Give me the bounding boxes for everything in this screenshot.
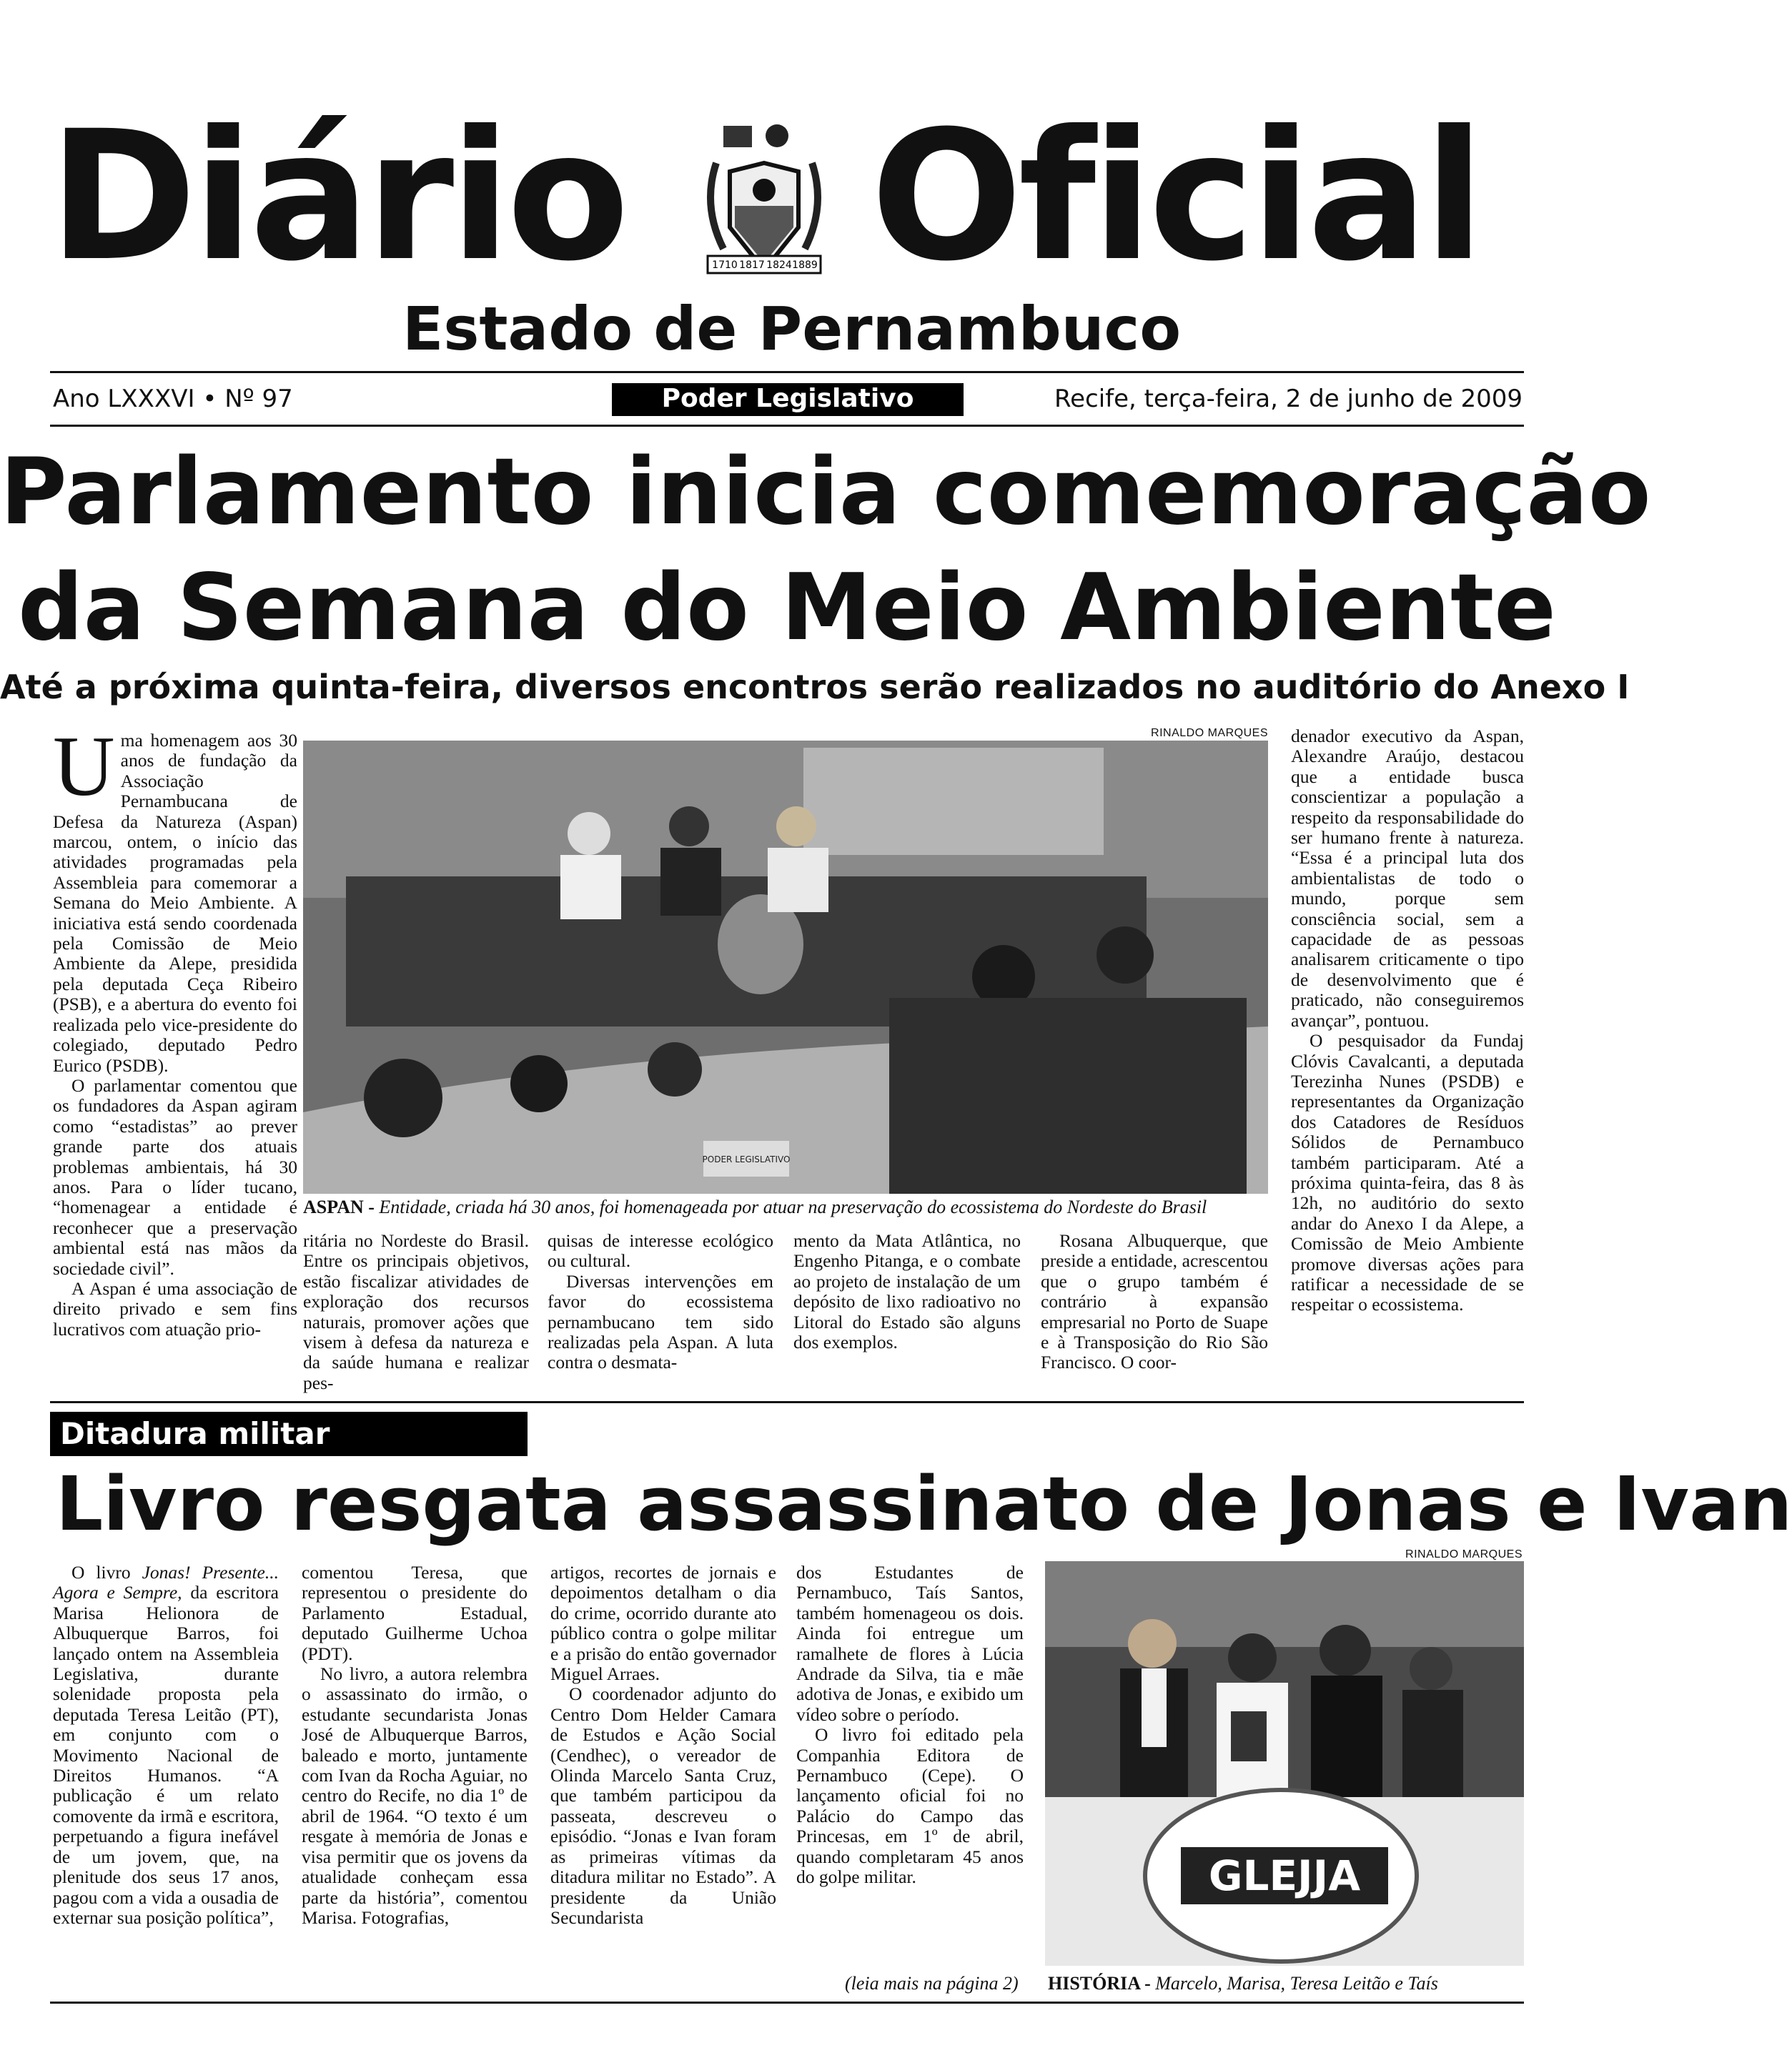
seal-year-3: 1824 — [766, 259, 792, 271]
dropcap: U — [53, 718, 115, 813]
story1-headline-line2: da Semana do Meio Ambiente — [18, 555, 1556, 661]
story2-col4-p1: dos Estudantes de Pernambuco, Taís Santos, também homenageou os dois. Ainda foi entregue um ramalhete de flores à Lúcia Andrade da Silva, tia e mãe adotiva de Jonas, e exibido um vídeo sobre o período. — [796, 1562, 1024, 1725]
story2-col2-p1: comentou Teresa, que representou o presidente do Parlamento Estadual, deputado Guilherme Uchoa (PDT). — [302, 1562, 528, 1664]
story2-column-1 — [53, 1563, 279, 1999]
story2-col2-p2: No livro, a autora relembra o assassinato do irmão, o estudante secundarista Jonas José de Albuquerque Barros, baleado e morto, juntamente com Ivan da Rocha Aguiar, no centro do Recife, no dia 1º de abril de 1964. “O texto é um resgate à memória de Jonas e visa permitir que os jovens da atualidade conheçam essa parte da história”, comentou Marisa. Fotografias, — [302, 1663, 528, 1928]
story1-column-3 — [548, 1231, 773, 1388]
masthead-title-left: Diário — [49, 92, 625, 300]
masthead-rule-bottom — [50, 425, 1524, 427]
story2-col3-p1: artigos, recortes de jornais e depoimentos detalham o dia do crime, ocorrido durante ato público contra o golpe militar e a prisão do então governador Miguel Arraes. — [550, 1562, 776, 1685]
auditorium-photo-illustration — [303, 741, 1268, 1194]
story1-photo-caption — [303, 1197, 1207, 1218]
masthead-title-right: Oficial — [871, 92, 1481, 300]
story2-column-4 — [796, 1563, 1024, 1963]
story1-photo — [303, 741, 1268, 1194]
story2-kicker: Ditadura militar — [60, 1416, 330, 1451]
story2-photo-credit: RINALDO MARQUES — [1405, 1548, 1523, 1560]
state-coat-of-arms — [688, 120, 841, 289]
dateline: Recife, terça-feira, 2 de junho de 2009 — [1054, 385, 1523, 413]
story1-col5-text: Rosana Albuquerque, que preside a entidade, acrescentou que o grupo também é contrário à expansão empresarial no Porto de Suape e à Transposição do Rio São Francisco. O coor- — [1041, 1230, 1268, 1373]
book-launch-photo-illustration — [1045, 1561, 1524, 1966]
story1-column-5 — [1041, 1231, 1268, 1388]
story2-col1-lead: O livro — [71, 1562, 142, 1583]
story1-subhead: Até a próxima quinta-feira, diversos encontros serão realizados no auditório do Anexo I — [0, 668, 1630, 706]
story2-continued-note: (leia mais na página 2) — [845, 1973, 1019, 1994]
story1-col4-text: mento da Mata Atlântica, no Engenho Pitanga, e o combate ao projeto de instalação de um depósito de lixo radioativo no Litoral do Estado são alguns dos exemplos. — [793, 1230, 1021, 1353]
masthead-subtitle: Estado de Pernambuco — [402, 294, 1182, 364]
story1-photo-banner-text: PODER LEGISLATIVO — [702, 1154, 791, 1164]
page-bottom-rule — [50, 2002, 1524, 2004]
section-label: Poder Legislativo — [612, 383, 964, 416]
story1-col1-p3: A Aspan é uma associação de direito privado e sem fins lucrativos com atuação prio- — [53, 1277, 297, 1340]
story2-col1-rest: da escritora Marisa Helionora de Albuquerque Barros, foi lançado ontem na Assembleia Legislativa, durante solenidade proposta pela deputada Teresa Leitão (PT), em conjunto com o Movimento Nacional de Direitos Humanos. “A publicação é um relato comovente da irmã e escritora, perpetuando a figura inefável de um jovem, que, na plenitude dos seus 17 anos, pagou com a vida a ousadia de externar sua posição política”, — [53, 1582, 279, 1928]
story1-column-1 — [53, 718, 297, 1387]
story1-column-6 — [1291, 726, 1524, 1388]
story2-col3-p2: O coordenador adjunto do Centro Dom Helder Camara de Estudos e Ação Social (Cendhec), o vereador de Olinda Marcelo Santa Cruz, que também participou da passeata, descreveu o episódio. “Jonas e Ivan foram as primeiras vítimas da ditadura militar no Estado”. A presidente da União Secundarista — [550, 1683, 776, 1928]
story1-col3-p2: Diversas intervenções em favor do ecossistema pernambucano tem sido realizadas pela Aspan. A luta contra o desmata- — [548, 1270, 773, 1373]
story2-headline: Livro resgata assassinato de Jonas e Ivan — [56, 1460, 1792, 1548]
story1-caption-label: ASPAN - — [303, 1197, 375, 1217]
story1-col6-p1: denador executivo da Aspan, Alexandre Araújo, destacou que a entidade busca conscientizar a população a respeito da responsabilidade do ser humano frente à natureza. “Essa é a principal luta dos ambientalistas de todo o mundo, porque sem consciência social, sem a capacidade de as pessoas analisarem criticamente o tipo de desenvolvimento que é praticado, não conseguiremos avançar”, pontuou. — [1291, 726, 1524, 1031]
story2-column-3 — [550, 1563, 776, 1999]
story1-col6-p2: O pesquisador da Fundaj Clóvis Cavalcanti, a deputada Terezinha Nunes (PSDB) e representantes da Organização dos Catadores de Resíduos Sólidos de Pernambuco também participaram. Até a próxima quinta-feira, das 8 às 12h, no auditório do sexto andar do Anexo I da Alepe, a Comissão de Meio Ambiente promove diversas ações para ratificar a necessidade de se respeitar o ecossistema. — [1291, 1030, 1524, 1315]
seal-year-2: 1817 — [739, 259, 765, 271]
seal-year-4: 1889 — [792, 259, 818, 271]
story2-photo — [1045, 1561, 1524, 1966]
edition-number: Ano LXXXVI • Nº 97 — [53, 385, 293, 413]
story1-column-4 — [793, 1231, 1021, 1388]
story2-column-2 — [302, 1563, 528, 1999]
story-divider — [50, 1401, 1524, 1403]
story1-col1-p1: ma homenagem aos 30 anos de fundação da Associação Pernambucana de Defesa da Natureza (Aspan) marcou, ontem, o início das atividades programadas pela Assembleia para comemorar a Semana do Meio Ambiente. A iniciativa está sendo coordenada pela Comissão de Meio Ambiente da Alepe, presidida pela deputada Ceça Ribeiro (PSB), e a abertura do evento foi realizada pelo vice-presidente do colegiado, deputado Pedro Eurico (PSDB). — [53, 730, 297, 1076]
story1-photo-credit: RINALDO MARQUES — [1151, 727, 1268, 739]
story2-book-title: Jonas! Presente... Agora e Sempre, — [53, 1562, 279, 1603]
story1-column-2 — [303, 1230, 529, 1393]
story1-caption-text: Entidade, criada há 30 anos, foi homenageada por atuar na preservação do ecossistema do Nordeste do Brasil — [374, 1197, 1207, 1217]
story2-col4-p2: O livro foi editado pela Companhia Editora de Pernambuco (Cepe). O lançamento oficial foi no Palácio do Campo das Princesas, em 1º de abril, quando completaram 45 anos do golpe militar. — [796, 1724, 1024, 1888]
seal-year-1: 1710 — [712, 259, 738, 271]
story2-kicker-box — [50, 1412, 528, 1456]
story2-caption-text: Marcelo, Marisa, Teresa Leitão e Taís — [1150, 1973, 1438, 1994]
story2-photo-caption — [1048, 1973, 1438, 1994]
story1-headline-line1: Parlamento inicia comemoração — [0, 439, 1651, 545]
masthead-rule-top — [50, 371, 1524, 373]
story2-caption-label: HISTÓRIA - — [1048, 1973, 1151, 1994]
story2-photo-banner-text: GLEJJA — [1208, 1851, 1361, 1900]
story1-col2-text: ritária no Nordeste do Brasil. Entre os principais objetivos, estão fiscalizar atividades de exploração dos recursos naturais, promover ações que visem à defesa da natureza e da saúde humana e realizar pes- — [303, 1230, 529, 1393]
story1-col1-p2: O parlamentar comentou que os fundadores da Aspan agiram como “estadistas” ao prever grande parte dos atuais problemas ambientais, há 30 anos. Para o líder tucano, “homenagear a entidade é reconhecer que a preservação ambiental está nas mãos da sociedade civil”. — [53, 1074, 297, 1279]
story1-col3-p1: quisas de interesse ecológico ou cultural. — [548, 1230, 773, 1272]
